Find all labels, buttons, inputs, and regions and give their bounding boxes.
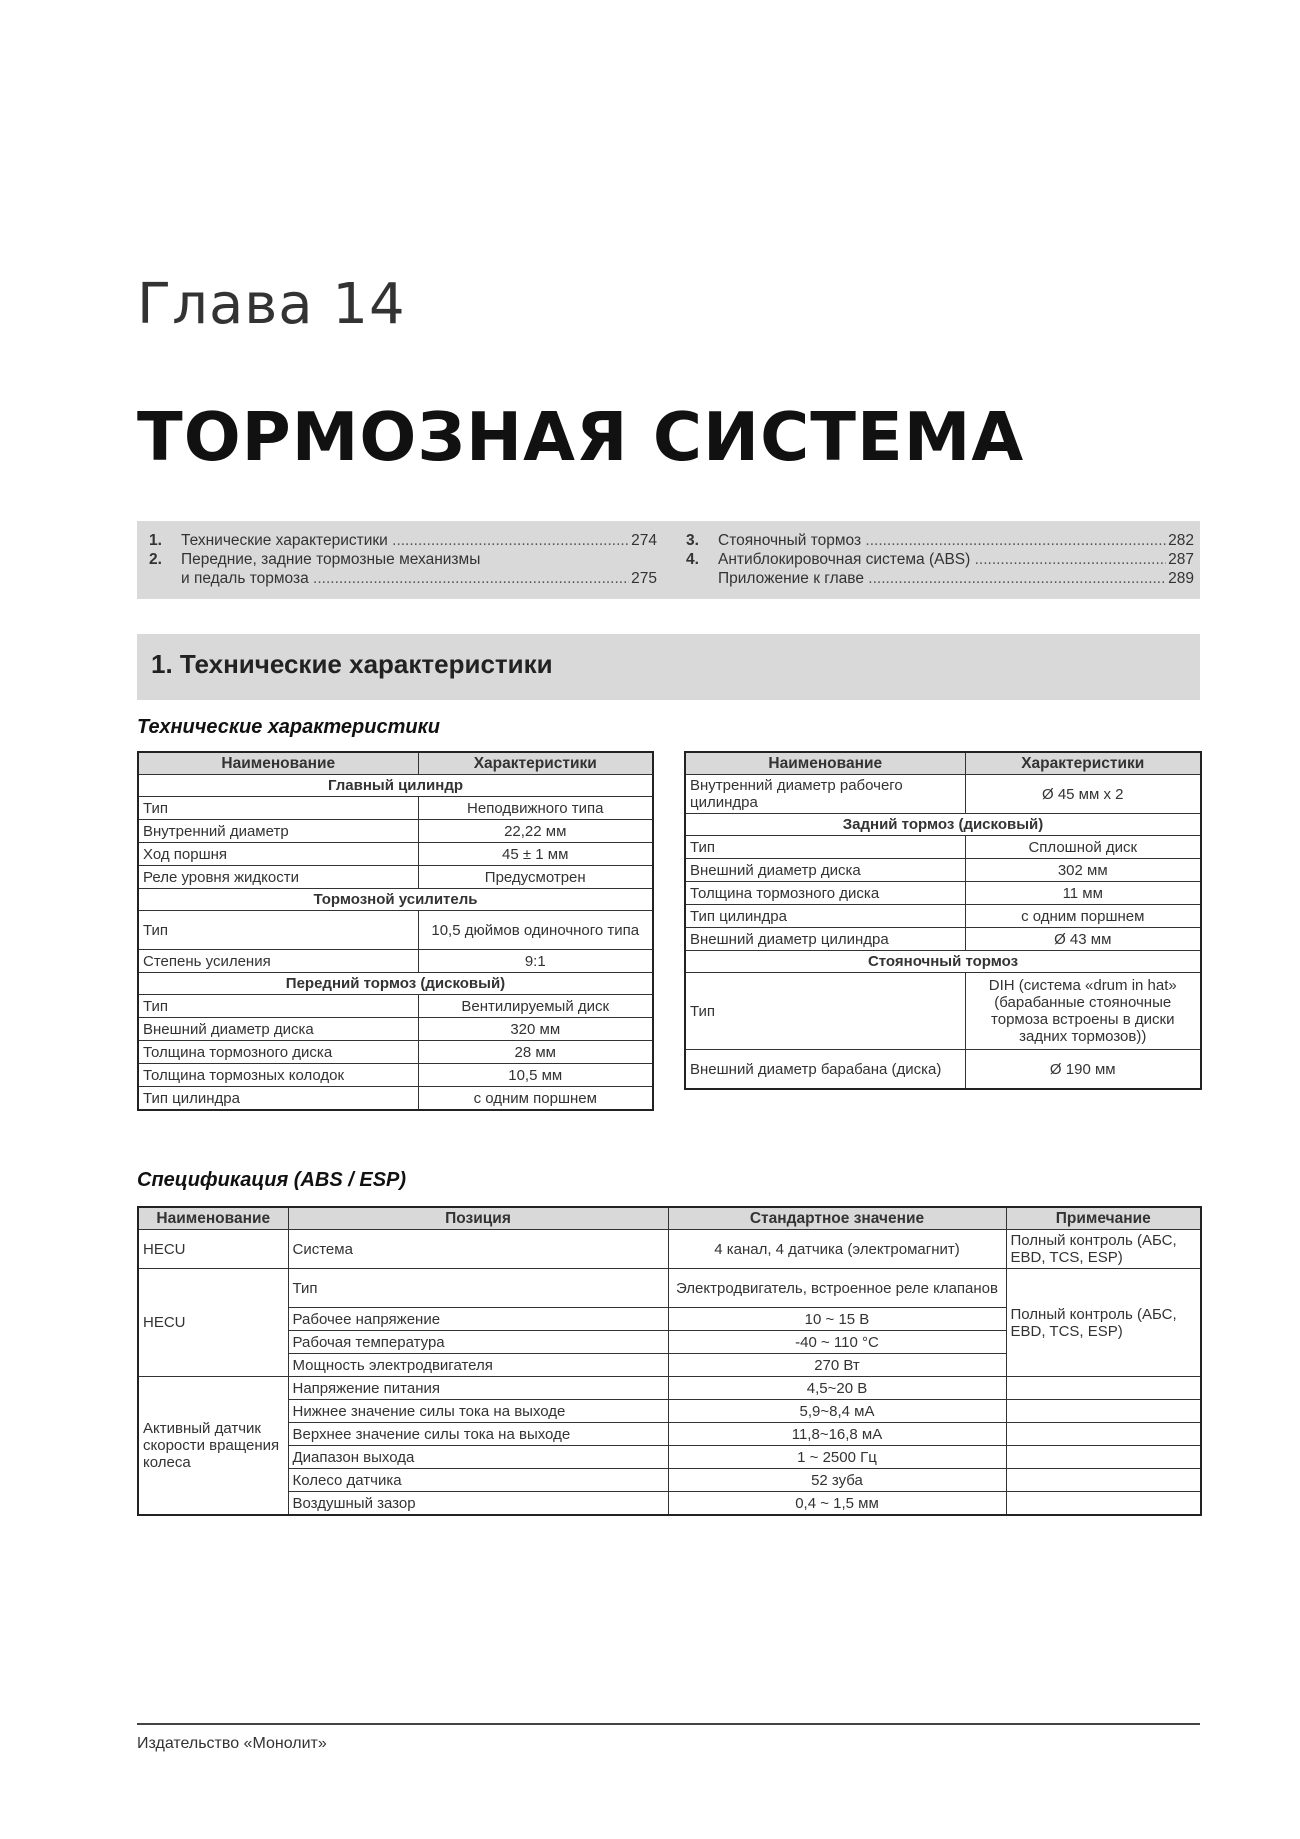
table-row <box>138 1423 1201 1446</box>
table-row <box>138 1492 1201 1516</box>
table-row <box>138 1041 653 1064</box>
position-cell: Рабочее напряжение <box>288 1308 668 1331</box>
spec-name: Внешний диаметр диска <box>685 859 965 882</box>
toc-entry-number: 1. <box>149 532 162 549</box>
position-cell: Колесо датчика <box>288 1469 668 1492</box>
table-row <box>138 1469 1201 1492</box>
note-cell: Полный контроль (АБС, EBD, TCS, ESP) <box>1006 1230 1201 1269</box>
spec-value: 11 мм <box>965 882 1201 905</box>
toc-entry-title: Передние, задние тормозные механизмы <box>181 551 481 568</box>
footer-divider <box>137 1723 1200 1725</box>
spec-value: Сплошной диск <box>965 836 1201 859</box>
table-row <box>138 866 653 889</box>
section-title: 1. Технические характеристики <box>151 649 553 679</box>
standard-value: Электродвигатель, встроенное реле клапанов <box>668 1269 1006 1308</box>
table-row <box>138 1400 1201 1423</box>
note-cell <box>1006 1446 1201 1469</box>
table-row <box>685 836 1201 859</box>
table-row <box>138 950 653 973</box>
spec-name: Внешний диаметр диска <box>138 1018 418 1041</box>
spec-name: Толщина тормозного диска <box>685 882 965 905</box>
table-row <box>138 1018 653 1041</box>
spec-value: 22,22 мм <box>418 820 653 843</box>
component-name: HECU <box>138 1230 288 1269</box>
toc-right-column <box>674 531 1194 588</box>
column-header: Наименование <box>685 752 965 775</box>
table-row <box>138 1269 1201 1308</box>
column-header: Характеристики <box>418 752 653 775</box>
toc-entry-number: 4. <box>686 551 699 568</box>
specs-heading: Технические характеристики <box>137 716 440 738</box>
note-cell <box>1006 1492 1201 1516</box>
spec-value: 302 мм <box>965 859 1201 882</box>
group-label: Главный цилиндр <box>138 775 653 797</box>
section-header <box>137 634 1200 700</box>
toc-entry-number: 3. <box>686 532 699 549</box>
position-cell: Нижнее значение силы тока на выходе <box>288 1400 668 1423</box>
chapter-title: ТОРМОЗНАЯ СИСТЕМА <box>137 398 1025 476</box>
toc-entry-number <box>674 569 718 588</box>
group-label: Передний тормоз (дисковый) <box>138 973 653 995</box>
column-header: Наименование <box>138 752 418 775</box>
table-row <box>138 1446 1201 1469</box>
spec-value: Ø 45 мм x 2 <box>965 775 1201 814</box>
spec-value: с одним поршнем <box>965 905 1201 928</box>
spec-name: Внутренний диаметр <box>138 820 418 843</box>
standard-value: 0,4 ~ 1,5 мм <box>668 1492 1006 1516</box>
standard-value: 4 канал, 4 датчика (электромагнит) <box>668 1230 1006 1269</box>
toc-entry-page <box>629 550 657 569</box>
spec-value: 45 ± 1 мм <box>418 843 653 866</box>
table-row <box>685 1050 1201 1090</box>
table-group-row <box>685 951 1201 973</box>
table-row <box>685 973 1201 1050</box>
spec-name: Тип цилиндра <box>685 905 965 928</box>
column-header: Наименование <box>138 1207 288 1230</box>
spec-value: с одним поршнем <box>418 1087 653 1111</box>
table-row <box>138 820 653 843</box>
table-row <box>685 859 1201 882</box>
component-name: HECU <box>138 1269 288 1377</box>
standard-value: 1 ~ 2500 Гц <box>668 1446 1006 1469</box>
table-group-row <box>685 814 1201 836</box>
chapter-label: Глава 14 <box>137 272 406 337</box>
spec-value: Предусмотрен <box>418 866 653 889</box>
table-row <box>138 1377 1201 1400</box>
specs-table-left <box>137 751 654 1111</box>
table-row <box>138 1230 1201 1269</box>
spec-name: Тип <box>685 836 965 859</box>
spec-value: 320 мм <box>418 1018 653 1041</box>
table-row <box>138 843 653 866</box>
spec-name: Тип <box>685 973 965 1050</box>
spec-value: 28 мм <box>418 1041 653 1064</box>
standard-value: 52 зуба <box>668 1469 1006 1492</box>
table-row <box>138 1087 653 1111</box>
spec-value: Вентилируемый диск <box>418 995 653 1018</box>
position-cell: Верхнее значение силы тока на выходе <box>288 1423 668 1446</box>
toc-entry-page: 282 <box>1168 532 1194 549</box>
spec-value: Ø 43 мм <box>965 928 1201 951</box>
column-header: Примечание <box>1006 1207 1201 1230</box>
component-name: Активный датчик скорости вращения колеса <box>138 1377 288 1516</box>
standard-value: 10 ~ 15 В <box>668 1308 1006 1331</box>
group-label: Стояночный тормоз <box>685 951 1201 973</box>
table-row <box>138 995 653 1018</box>
column-header: Стандартное значение <box>668 1207 1006 1230</box>
column-header: Позиция <box>288 1207 668 1230</box>
spec-name: Степень усиления <box>138 950 418 973</box>
position-cell: Рабочая температура <box>288 1331 668 1354</box>
toc-entry-page: 274 <box>631 532 657 549</box>
table-group-row <box>138 775 653 797</box>
specs-table-right <box>684 751 1202 1090</box>
standard-value: 5,9~8,4 мА <box>668 1400 1006 1423</box>
group-label: Задний тормоз (дисковый) <box>685 814 1201 836</box>
spec-name: Внутренний диаметр рабочего цилиндра <box>685 775 965 814</box>
toc-entry <box>674 569 1194 588</box>
table-row <box>685 905 1201 928</box>
table-header-row <box>138 1207 1201 1230</box>
toc-entry-number <box>137 569 181 588</box>
spec-name: Ход поршня <box>138 843 418 866</box>
position-cell: Напряжение питания <box>288 1377 668 1400</box>
position-cell: Система <box>288 1230 668 1269</box>
toc-entry-title: и педаль тормоза ..... <box>181 569 629 588</box>
spec-value: 9:1 <box>418 950 653 973</box>
toc-entry <box>674 550 1194 569</box>
spec-value: Ø 190 мм <box>965 1050 1201 1090</box>
table-row <box>138 1064 653 1087</box>
toc-entry-page: 275 <box>631 570 657 587</box>
standard-value: -40 ~ 110 °C <box>668 1331 1006 1354</box>
abs-heading: Спецификация (ABS / ESP) <box>137 1169 407 1191</box>
table-of-contents <box>137 521 1200 599</box>
spec-name: Реле уровня жидкости <box>138 866 418 889</box>
abs-spec-table <box>137 1206 1202 1516</box>
standard-value: 4,5~20 В <box>668 1377 1006 1400</box>
toc-entry-page: 289 <box>1168 570 1194 587</box>
table-group-row <box>138 973 653 995</box>
toc-entry-number: 2. <box>149 551 162 568</box>
toc-entry-title: Антиблокировочная система (ABS) ..... <box>718 550 1166 569</box>
note-cell <box>1006 1400 1201 1423</box>
column-header: Характеристики <box>965 752 1201 775</box>
toc-entry <box>674 531 1194 550</box>
spec-name: Толщина тормозного диска <box>138 1041 418 1064</box>
table-row <box>685 882 1201 905</box>
table-row <box>138 911 653 950</box>
toc-entry-title: Стояночный тормоз ..... <box>718 531 1166 550</box>
table-group-row <box>138 889 653 911</box>
toc-entry <box>137 531 657 550</box>
spec-name: Внешний диаметр барабана (диска) <box>685 1050 965 1090</box>
position-cell: Тип <box>288 1269 668 1308</box>
group-label: Тормозной усилитель <box>138 889 653 911</box>
note-cell <box>1006 1423 1201 1446</box>
note-cell <box>1006 1469 1201 1492</box>
spec-name: Тип <box>138 797 418 820</box>
table-header-row <box>138 752 653 775</box>
spec-name: Тип <box>138 995 418 1018</box>
spec-name: Тип <box>138 911 418 950</box>
toc-entry <box>137 569 657 588</box>
spec-name: Внешний диаметр цилиндра <box>685 928 965 951</box>
spec-value: DIH (система «drum in hat» (барабанные стояночные тормоза встроены в диски задних тормозов)) <box>965 973 1201 1050</box>
table-header-row <box>685 752 1201 775</box>
spec-value: 10,5 мм <box>418 1064 653 1087</box>
toc-entry-title: Технические характеристики ..... <box>181 531 629 550</box>
spec-value: Неподвижного типа <box>418 797 653 820</box>
footer-publisher: Издательство «Монолит» <box>137 1735 327 1752</box>
standard-value: 11,8~16,8 мА <box>668 1423 1006 1446</box>
table-row <box>685 928 1201 951</box>
toc-entry <box>137 550 657 569</box>
position-cell: Диапазон выхода <box>288 1446 668 1469</box>
position-cell: Мощность электродвигателя <box>288 1354 668 1377</box>
spec-name: Тип цилиндра <box>138 1087 418 1111</box>
position-cell: Воздушный зазор <box>288 1492 668 1516</box>
note-cell <box>1006 1377 1201 1400</box>
toc-entry-title: Приложение к главе ..... <box>718 569 1166 588</box>
toc-entry-page: 287 <box>1168 551 1194 568</box>
spec-name: Толщина тормозных колодок <box>138 1064 418 1087</box>
table-row <box>685 775 1201 814</box>
spec-value: 10,5 дюймов одиночного типа <box>418 911 653 950</box>
toc-left-column <box>137 531 657 588</box>
table-row <box>138 797 653 820</box>
note-cell: Полный контроль (АБС, EBD, TCS, ESP) <box>1006 1269 1201 1377</box>
standard-value: 270 Вт <box>668 1354 1006 1377</box>
